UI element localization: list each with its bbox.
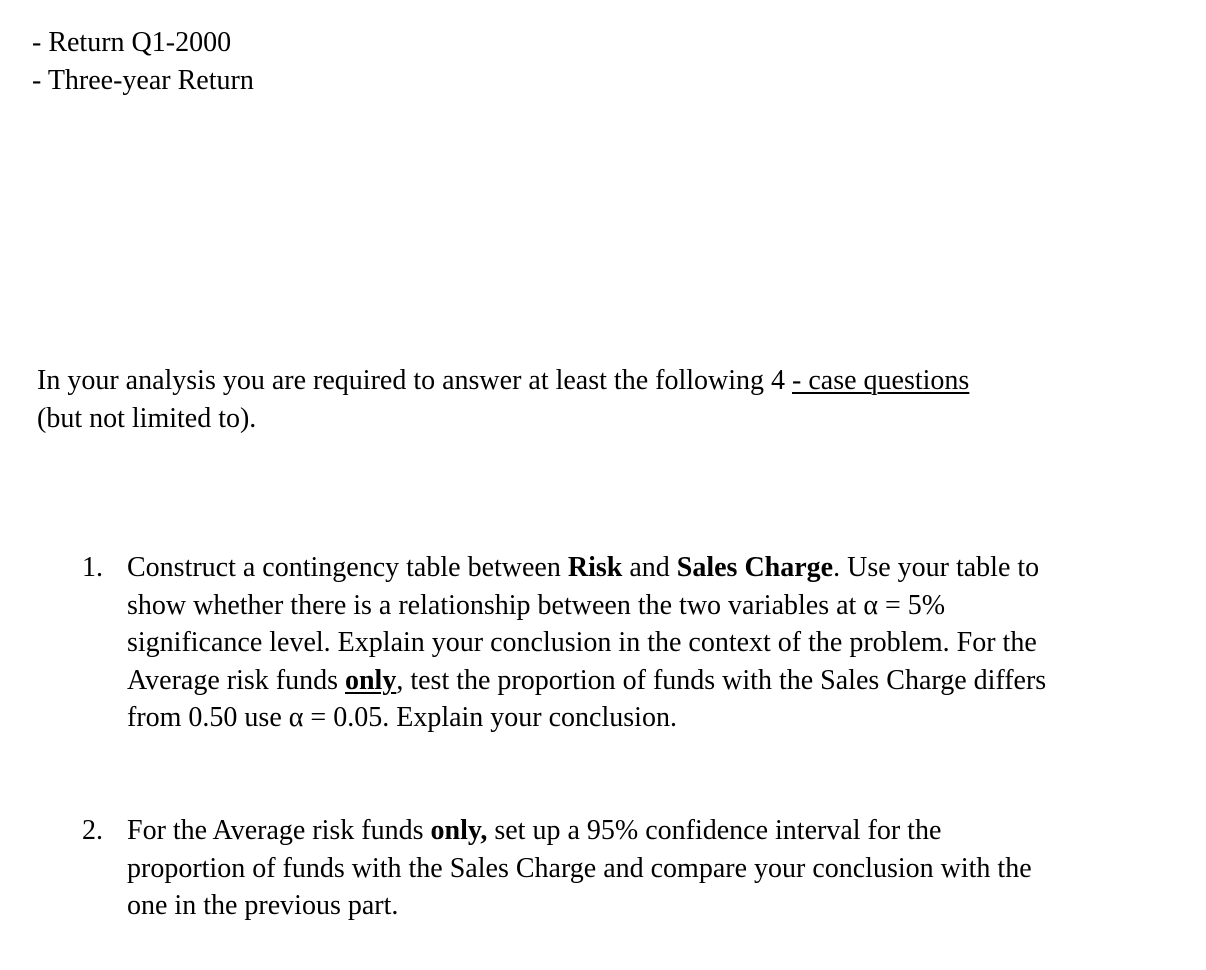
return-variables-list [32,24,254,99]
question-1-line-1 [127,549,1192,587]
question-2 [82,812,1192,925]
q2-text-a: For the Average risk funds [127,815,431,846]
list-item-return-q1-2000: - Return Q1-2000 [32,27,232,58]
list-item-three-year-return: - Three-year Return [32,64,254,96]
question-1-line-2: show whether there is a relationship between the two variables at α = 5% [127,589,946,621]
q1-bold-risk: Risk [567,552,623,583]
q1-text-l4c: , test the proportion of funds with the Sales Charge differs [396,664,1047,696]
question-1-number: 1. [82,552,103,583]
q1-bold-underlined-only: only [344,664,397,696]
q1-bold-sales-charge: Sales Charge [676,552,834,583]
question-2-line-2: proportion of funds with the Sales Charge and compare your conclusion with the [127,852,1032,884]
q2-bold-only: only, [430,815,488,846]
question-1-line-3: significance level. Explain your conclusion in the context of the problem. For the [127,627,1037,658]
question-2-line-3: one in the previous part. [127,890,399,921]
question-1-line-4 [127,662,1192,700]
intro-text: In your analysis you are required to answer at least the following 4 [37,365,786,396]
intro-line-2: (but not limited to). [37,402,257,434]
question-2-number: 2. [82,815,103,846]
q1-text-a: Construct a contingency table between [127,552,568,583]
question-1 [82,549,1192,737]
question-2-line-1 [127,812,1192,850]
question-1-text [127,549,1192,737]
q1-text-e: . Use your table to [833,552,1040,583]
question-1-line-5: from 0.50 use α = 0.05. Explain your conclusion. [127,702,677,733]
intro-line-1 [37,362,1137,400]
q1-text-c: and [622,552,677,583]
q1-text-l4a: Average risk funds [127,664,345,696]
case-questions-link[interactable]: - case questions [792,365,970,396]
question-2-text [127,812,1192,925]
intro-paragraph [37,362,1137,437]
q2-text-c: set up a 95% confidence interval for the [487,815,942,846]
